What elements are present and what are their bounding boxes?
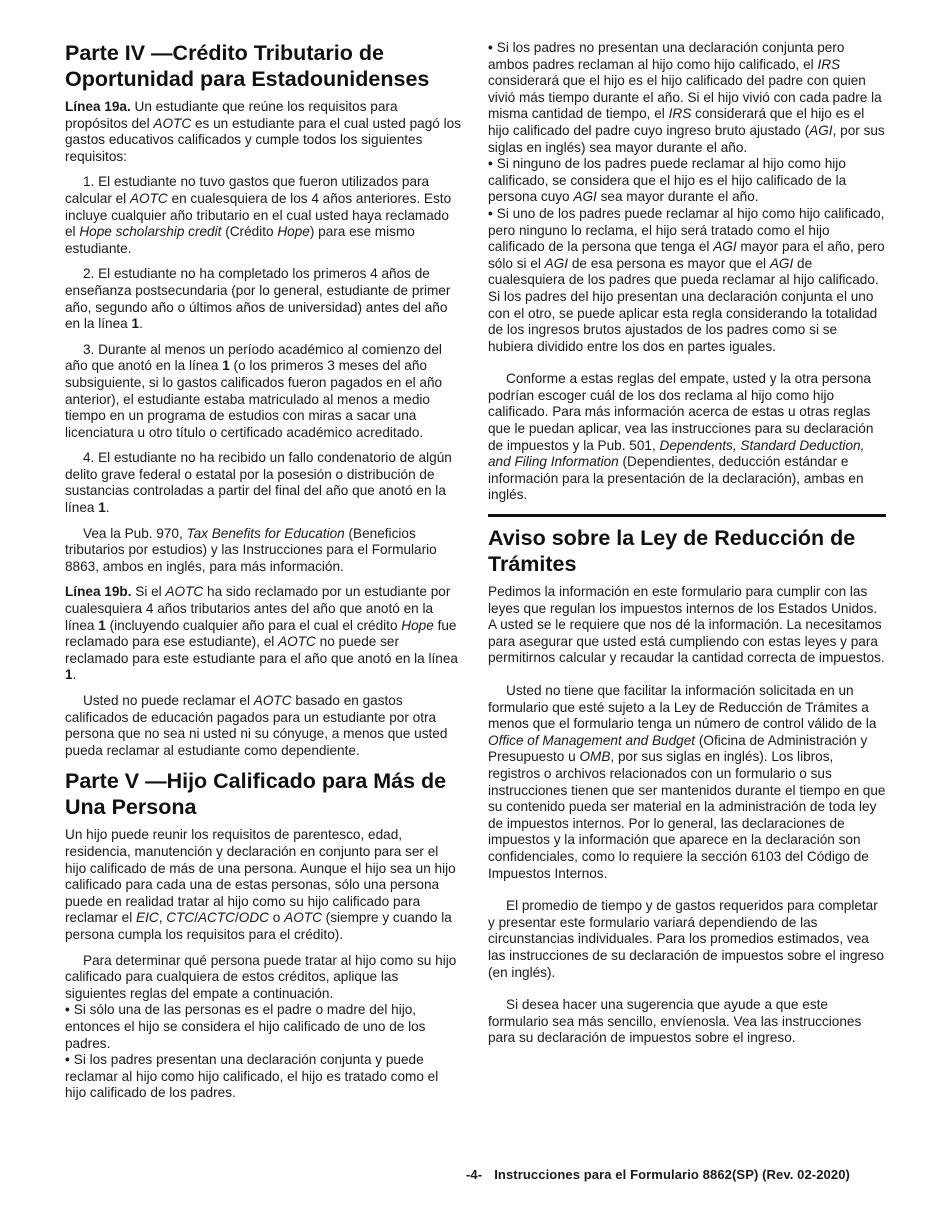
no-reclamar-paragraph: Usted no puede reclamar el AOTC basado en gastos calificados de educación pagados para un estudiante por otra persona que no sea ni usted ni su cónyuge, a menos que usted pueda reclamar al estudiante como dependiente. [65, 693, 448, 758]
aviso-paragraph-3: El promedio de tiempo y de gastos requeridos para completar y presentar este formulario variará dependiendo de las circunstancias individuales. Para los promedios estimados, vea las instrucciones de su declaración de impuestos sobre el ingreso (en inglés). [488, 898, 884, 980]
bullet-icon: • [65, 1052, 70, 1068]
bullet-icon: • [488, 40, 493, 55]
bullet-icon: • [488, 156, 493, 172]
right-column [488, 40, 886, 1057]
page-footer [466, 1167, 850, 1182]
aviso-paragraph-4: Si desea hacer una sugerencia que ayude a que este formulario sea más sencillo, envíenosla. Vea las instrucciones para su declaración de impuestos sobre el ingreso. [488, 997, 862, 1046]
bullet-icon: • [65, 1002, 70, 1018]
list-item: • Si los padres presentan una declaración conjunta y puede reclamar al hijo como hijo calificado, el hijo es tratado como el hijo calificado de los padres. [65, 1052, 439, 1101]
pub-970-paragraph: Vea la Pub. 970, Tax Benefits for Education (Beneficios tributarios por estudios) y las Instrucciones para el Formulario 8863, ambos en inglés, para más información. [65, 525, 437, 574]
list-item: • Si uno de los padres puede reclamar al hijo como hijo calificado, pero ninguno lo reclama, el hijo será tratado como el hijo calificado de la persona que tenga el AGI mayor para el año, pero sólo si el AGI de esa persona es mayor que el AGI de cualesquiera de los padres que pueda reclamar al hijo calificado. Si los padres del hijo presentan una declaración conjunta el uno con el otro, se puede aplicar esta regla considerando la totalidad de los ingresos brutos ajustados de los padres como si se hubiera dividido entre los dos en partes iguales. [488, 205, 885, 354]
linea-19a-label: Línea 19a. [65, 99, 131, 114]
list-item: • Si los padres no presentan una declaración conjunta pero ambos padres reclaman al hijo como hijo calificado, el IRS considerará que el hijo es el hijo calificado del padre con quien vivió más tiempo durante el año. Si el hijo vivió con cada padre la misma cantidad de tiempo, el IRS considerará que el hijo es el hijo calificado del padre cuyo ingreso bruto ajustado (AGI, por sus siglas en inglés) sea mayor durante el año. [488, 40, 885, 155]
tie-breaker-list [65, 1002, 463, 1102]
linea-19b-label: Línea 19b. [65, 584, 132, 600]
conforme-paragraph: Conforme a estas reglas del empate, usted y la otra persona podrían escoger cuál de los dos reclama al hijo como hijo calificado. Para más información acerca de estas u otras reglas que le puedan aplicar, vea las instrucciones para su declaración de impuestos y la Pub. 501, Dependents, Standard Deduction, and Filing Information (Dependientes, deducción estándar e información para la presentación de la declaración), ambas en inglés. [488, 371, 874, 503]
parte-v-paragraph-2: Para determinar qué persona puede tratar al hijo como su hijo calificado para cualquiera de estos créditos, aplique las siguientes reglas del empate a continuación. [65, 952, 457, 1001]
section-divider [488, 514, 886, 517]
heading-parte-iv: Parte IV —Crédito Tributario de Oportunidad para Estadounidenses [65, 41, 430, 91]
list-item: • Si ninguno de los padres puede reclamar al hijo como hijo calificado, se considera que el hijo es el hijo calificado de la persona cuyo AGI sea mayor durante el año. [488, 156, 847, 205]
requisito-2: 2. El estudiante no ha completado los primeros 4 años de enseñanza postsecundaria (por lo general, estudiante de primer año, segundo año o últimos años de universidad) antes del año en la línea 1. [65, 266, 451, 332]
footer-title: Instrucciones para el Formulario 8862(SP) (Rev. 02-2020) [494, 1167, 850, 1182]
linea-19a-paragraph: Línea 19a. Un estudiante que reúne los requisitos para propósitos del AOTC es un estudiante para el cual usted pagó los gastos educativos calificados y cumple todos los siguientes requisitos: [65, 99, 461, 164]
list-item: • Si sólo una de las personas es el padre o madre del hijo, entonces el hijo se considera el hijo calificado de uno de los padres. [65, 1002, 426, 1051]
left-column [65, 40, 463, 1112]
requisito-3: 3. Durante al menos un período académico al comienzo del año que anotó en la línea 1 (o los primeros 3 meses del año subsiguiente, si lo gastos calificados fueron pagados en el año anterior), el estudiante estaba matriculado al menos a medio tiempo en un programa de estudios con miras a sacar una licenciatura u otro título o certificado académico acreditado. [65, 341, 443, 440]
parte-v-paragraph-1: Un hijo puede reunir los requisitos de parentesco, edad, residencia, manutención y declaración en conjunto para ser el hijo calificado de más de una persona. Aunque el hijo sea un hijo calificado para cada una de estas personas, sólo una persona puede en realidad tratar al hijo como su hijo calificado para reclamar el EIC, CTC/ACTC/ODC o AOTC (siempre y cuando la persona cumpla los requisitos para el crédito). [65, 827, 456, 942]
tie-breaker-list-continued [488, 40, 886, 355]
requisito-4: 4. El estudiante no ha recibido un fallo condenatorio de algún delito grave federal o estatal por la posesión o distribución de sustancias controladas a partir del final del año que anotó en la línea 1. [65, 450, 452, 516]
heading-aviso: Aviso sobre la Ley de Reducción de Trámites [488, 526, 856, 577]
linea-19b-paragraph: Línea 19b. Si el AOTC ha sido reclamado por un estudiante por cualesquiera 4 años tributarios antes del año que anotó en la línea 1 (incluyendo cualquier año para el cual el crédito Hope fue reclamado para ese estudiante), el AOTC no puede ser reclamado para este estudiante para el año que anotó en la línea 1. [65, 584, 458, 683]
aviso-paragraph-1: Pedimos la información en este formulario para cumplir con las leyes que regulan los impuestos internos de los Estados Unidos. A usted se le requiere que nos dé la información. La necesitamos para asegurar que usted está cumpliendo con estas leyes y para permitirnos calcular y recaudar la cantidad correcta de impuestos. [488, 584, 885, 666]
heading-parte-v: Parte V —Hijo Calificado para Más de Una Persona [65, 769, 447, 820]
bullet-icon: • [488, 205, 493, 221]
requisito-1: 1. El estudiante no tuvo gastos que fueron utilizados para calcular el AOTC en cualesquiera de los 4 años anteriores. Esto incluye cualquier año tributario en el cual usted haya reclamado el Hope scholarship credit (Crédito Hope) para ese mismo estudiante. [65, 174, 452, 256]
page-number: -4- [466, 1167, 483, 1182]
aviso-paragraph-2: Usted no tiene que facilitar la información solicitada en un formulario que esté sujeto a la Ley de Reducción de Trámites a menos que el formulario tenga un número de control válido de la Office of Management and Budget (Oficina de Administración y Presupuesto u OMB, por sus siglas en inglés). Los libros, registros o archivos relacionados con un formulario o sus instrucciones tienen que ser mantenidos durante el tiempo en que su contenido pueda ser material en la administración de toda ley de impuestos internos. Por lo general, las declaraciones de impuestos y la información que aparece en la declaración son confidenciales, como lo requiere la sección 6103 del Código de Impuestos Internos. [488, 683, 886, 881]
